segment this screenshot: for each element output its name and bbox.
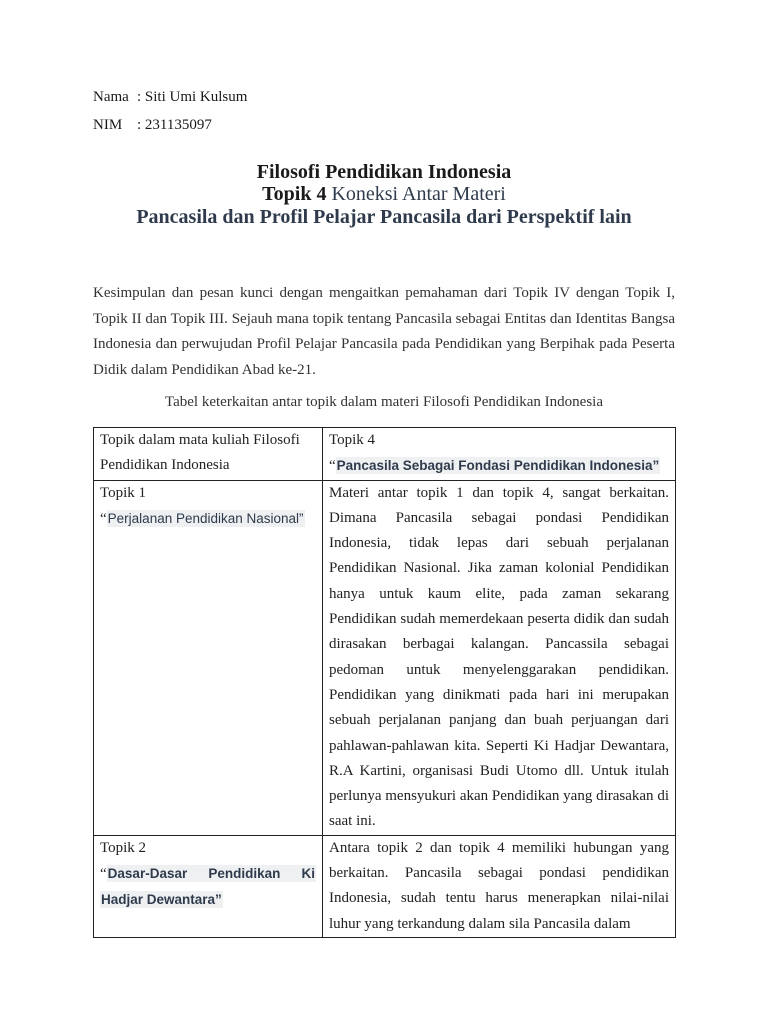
row-description-cell: Antara topik 2 dan topik 4 memiliki hubungan yang berkaitan. Pancasila sebagai pondasi pendidikan Indonesia, sudah tentu harus menerapkan nilai-nilai luhur yang terkandung dalam sila Pancasila dalam	[323, 835, 676, 937]
highlighted-title: Hadjar Dewantara”	[101, 892, 222, 908]
table-row	[94, 480, 676, 835]
name-row	[93, 88, 247, 106]
row-topic-label: Topik 2	[100, 839, 147, 856]
header-topic4-subtitle	[329, 453, 669, 479]
highlighted-title: Pancasila Sebagai Fondasi Pendidikan Indonesia”	[336, 458, 660, 474]
nim-value: : 231135097	[137, 117, 212, 133]
document-title: Filosofi Pendidikan Indonesia	[256, 161, 512, 183]
row-topic-subtitle	[100, 506, 316, 532]
nim-label: NIM	[93, 117, 123, 133]
header-topic4-label: Topik 4	[329, 432, 376, 448]
table-row	[94, 835, 676, 937]
document-theme: Pancasila dan Profil Pelajar Pancasila dari Perspektif lain	[136, 206, 632, 228]
header-cell-topics: Topik dalam mata kuliah Filosofi Pendidikan Indonesia	[94, 428, 323, 481]
row-topic-cell	[94, 480, 323, 835]
topic-number: Topik 4	[262, 183, 327, 205]
table-header-row	[94, 428, 676, 481]
document-subtitle	[0, 182, 768, 206]
name-label: Nama	[93, 89, 129, 105]
quote-mark: “	[100, 866, 107, 883]
row-topic-cell	[94, 835, 323, 937]
intro-paragraph: Kesimpulan dan pesan kunci dengan mengaitkan pemahaman dari Topik IV dengan Topik I, Topik II dan Topik III. Sejauh mana topik tentang Pancasila sebagai Entitas dan Identitas Bangsa Indonesia dan perwujudan Profil Pelajar Pancasila pada Pendidikan yang Berpihak pada Peserta Didik dalam Pendidikan Abad ke-21.	[93, 285, 675, 378]
quote-mark: “	[100, 510, 107, 527]
row-description-cell: Materi antar topik 1 dan topik 4, sangat berkaitan. Dimana Pancasila sebagai pondasi Pendidikan Indonesia, tidak lepas dari sebuah perjalanan Pendidikan Nasional. Jika zaman kolonial Pendidikan hanya untuk kaum elite, pada zaman sekarang Pendidikan sudah memerdekaan peserta didik dan sudah dirasakan berbagai kalangan. Pancassila sebagai pedoman untuk menyelenggarakan pendidikan. Pendidikan yang dinikmati pada hari ini merupakan sebuah perjalanan panjang dan buah perjuangan dari pahlawan-pahlawan kita. Seperti Ki Hadjar Dewantara, R.A Kartini, organisasi Budi Utomo dll. Untuk itulah perlunya mensyukuri akan Pendidikan yang dirasakan di saat ini.	[323, 480, 676, 835]
row-topic-label: Topik 1	[100, 484, 147, 501]
table-caption: Tabel keterkaitan antar topik dalam materi Filosofi Pendidikan Indonesia	[165, 394, 603, 410]
quote-mark: “	[329, 458, 336, 475]
topic-name: Koneksi Antar Materi	[326, 183, 506, 205]
nim-row	[93, 116, 212, 134]
name-value: : Siti Umi Kulsum	[137, 89, 248, 105]
row-topic-subtitle-line2	[100, 887, 316, 913]
row-topic-subtitle-line1	[100, 861, 316, 887]
highlighted-title: Dasar-Dasar Pendidikan Ki	[107, 866, 315, 882]
header-cell-topic4	[323, 428, 676, 481]
highlighted-title: Perjalanan Pendidikan Nasional”	[107, 510, 304, 526]
topic-relation-table	[93, 427, 676, 938]
